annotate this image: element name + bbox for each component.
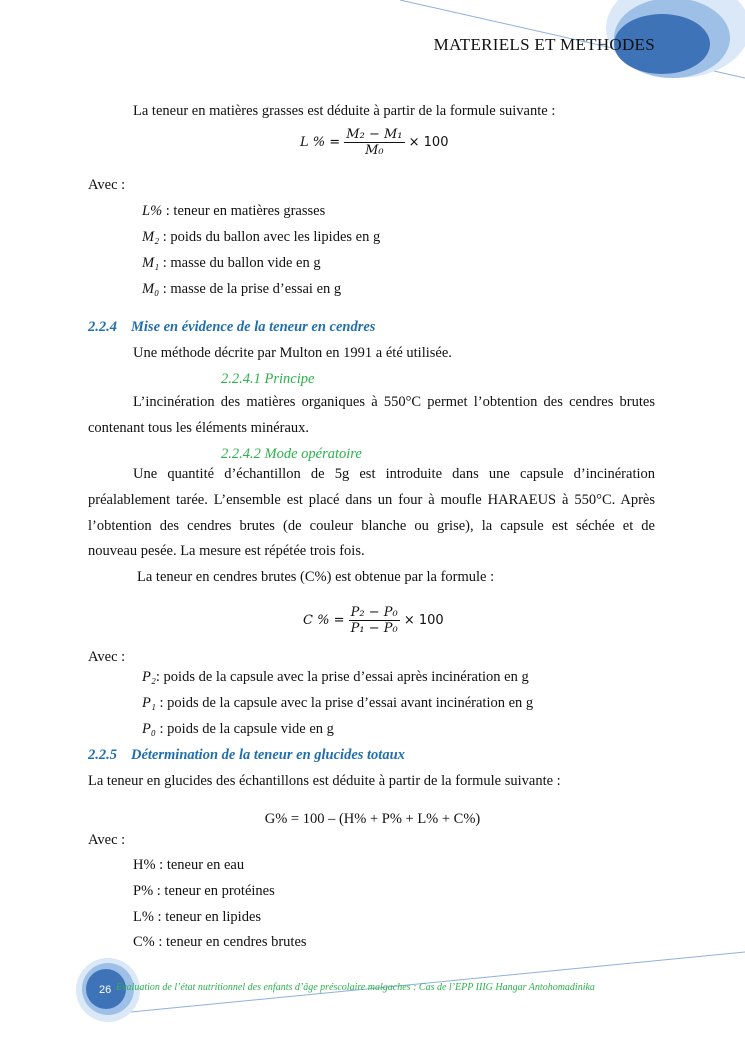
ash-def-3	[142, 720, 334, 738]
def-text: : poids du ballon avec les lipides en g	[159, 229, 381, 245]
def-text: : masse de la prise d’essai en g	[159, 281, 342, 297]
def-text: : poids de la capsule vide en g	[155, 721, 334, 737]
ash-formula-fraction	[349, 605, 400, 636]
section-title: Détermination de la teneur en glucides totaux	[131, 747, 405, 763]
ash-formula-lhs: C %	[303, 613, 330, 628]
def-text: : poids de la capsule avec la prise d’essai avant incinération en g	[155, 695, 534, 711]
paragraph-line: L’incinération des matières organiques à 550°C permet l’obtention des cendres brutes	[133, 394, 655, 410]
def-symbol: M₀	[142, 281, 160, 297]
procedure-paragraph	[88, 462, 655, 565]
sugars-formula: G% = 100 – (H% + P% + L% + C%)	[264, 811, 481, 827]
paragraph-line: nouveau pesée. La mesure est répétée trois fois.	[88, 543, 365, 560]
ash-formula: C % = $\frac{\text{P₂ − P₀}}{\text{P₁ − P₀}}$ × 100	[303, 605, 444, 636]
lipid-formula-multiplier: × 100	[408, 135, 449, 150]
paragraph-line: contenant tous les éléments minéraux.	[88, 419, 310, 436]
def-text: : masse du ballon vide en g	[159, 255, 321, 271]
def-text: : teneur en matières grasses	[162, 203, 326, 219]
sugars-def-3: L% : teneur en lipides	[133, 909, 262, 925]
def-symbol: P₁	[142, 695, 156, 711]
footer-text: Evaluation de l’état nutritionnel des enfants d’âge préscolaire malgaches : Cas de l’EPP IIIG Hangar Antohomadinika	[116, 982, 595, 993]
lipid-intro: La teneur en matières grasses est déduite à partir de la formule suivante :	[133, 103, 556, 119]
section-title: Mise en évidence de la teneur en cendres	[131, 319, 376, 335]
lipid-formula-numerator: M₂ − M₁	[346, 127, 403, 142]
paragraph-line: Une quantité d’échantillon de 5g est introduite dans une capsule d’incinération	[133, 466, 655, 482]
lipid-formula-fraction	[344, 127, 404, 158]
def-symbol: P₂	[142, 669, 156, 685]
lipid-formula-denominator: M₀	[365, 143, 384, 158]
lipid-formula: L % = $\frac{\text{M₂ − M₁}}{\text{M₀}}$ × 100	[300, 127, 449, 158]
ash-avec-label: Avec :	[88, 649, 126, 665]
principle-paragraph	[88, 390, 655, 442]
paragraph-line: l’obtention des cendres brutes (de couleur blanche ou grise), la capsule est séchée et de	[88, 517, 655, 534]
sugars-def-1: H% : teneur en eau	[133, 857, 245, 873]
def-symbol: M₂	[142, 229, 160, 245]
page-number: 26	[99, 984, 112, 996]
lipid-avec-label: Avec :	[88, 177, 126, 193]
section-number: 2.2.5	[88, 747, 117, 763]
def-symbol: P₀	[142, 721, 156, 737]
footer-decoration	[0, 940, 745, 1053]
lipid-formula-lhs: L %	[300, 135, 326, 150]
ash-method: Une méthode décrite par Multon en 1991 a été utilisée.	[133, 345, 452, 361]
sugars-def-2: P% : teneur en protéines	[133, 883, 275, 899]
lipid-def-1	[142, 202, 325, 220]
ash-formula-intro: La teneur en cendres brutes (C%) est obtenue par la formule :	[137, 569, 495, 585]
def-symbol: M₁	[142, 255, 160, 271]
ash-formula-denominator: P₁ − P₀	[350, 621, 398, 636]
subsection-principle: 2.2.4.1 Principe	[221, 371, 315, 387]
def-text: : poids de la capsule avec la prise d’essai après incinération en g	[155, 669, 529, 685]
sugars-intro: La teneur en glucides des échantillons est déduite à partir de la formule suivante :	[88, 773, 561, 789]
lipid-def-3	[142, 254, 321, 272]
section-heading-sugars	[88, 746, 405, 764]
lipid-def-4	[142, 280, 341, 298]
sugars-def-4: C% : teneur en cendres brutes	[133, 934, 307, 950]
def-symbol: L%	[142, 203, 163, 219]
section-heading-ash	[88, 318, 375, 336]
subsection-procedure: 2.2.4.2 Mode opératoire	[221, 446, 362, 462]
header-decoration	[0, 0, 745, 110]
sugars-avec-label: Avec :	[88, 832, 126, 848]
lipid-def-2	[142, 228, 380, 246]
ash-def-1	[142, 668, 529, 686]
paragraph-line: préalablement tarée. L’ensemble est placé dans un four à moufle HARAEUS à 550°C. Après	[88, 491, 655, 508]
page-header-title: MATERIELS ET METHODES	[433, 35, 655, 54]
section-number: 2.2.4	[88, 319, 117, 335]
ash-def-2	[142, 694, 533, 712]
ash-formula-multiplier: × 100	[403, 613, 444, 628]
ash-formula-numerator: P₂ − P₀	[350, 605, 398, 620]
